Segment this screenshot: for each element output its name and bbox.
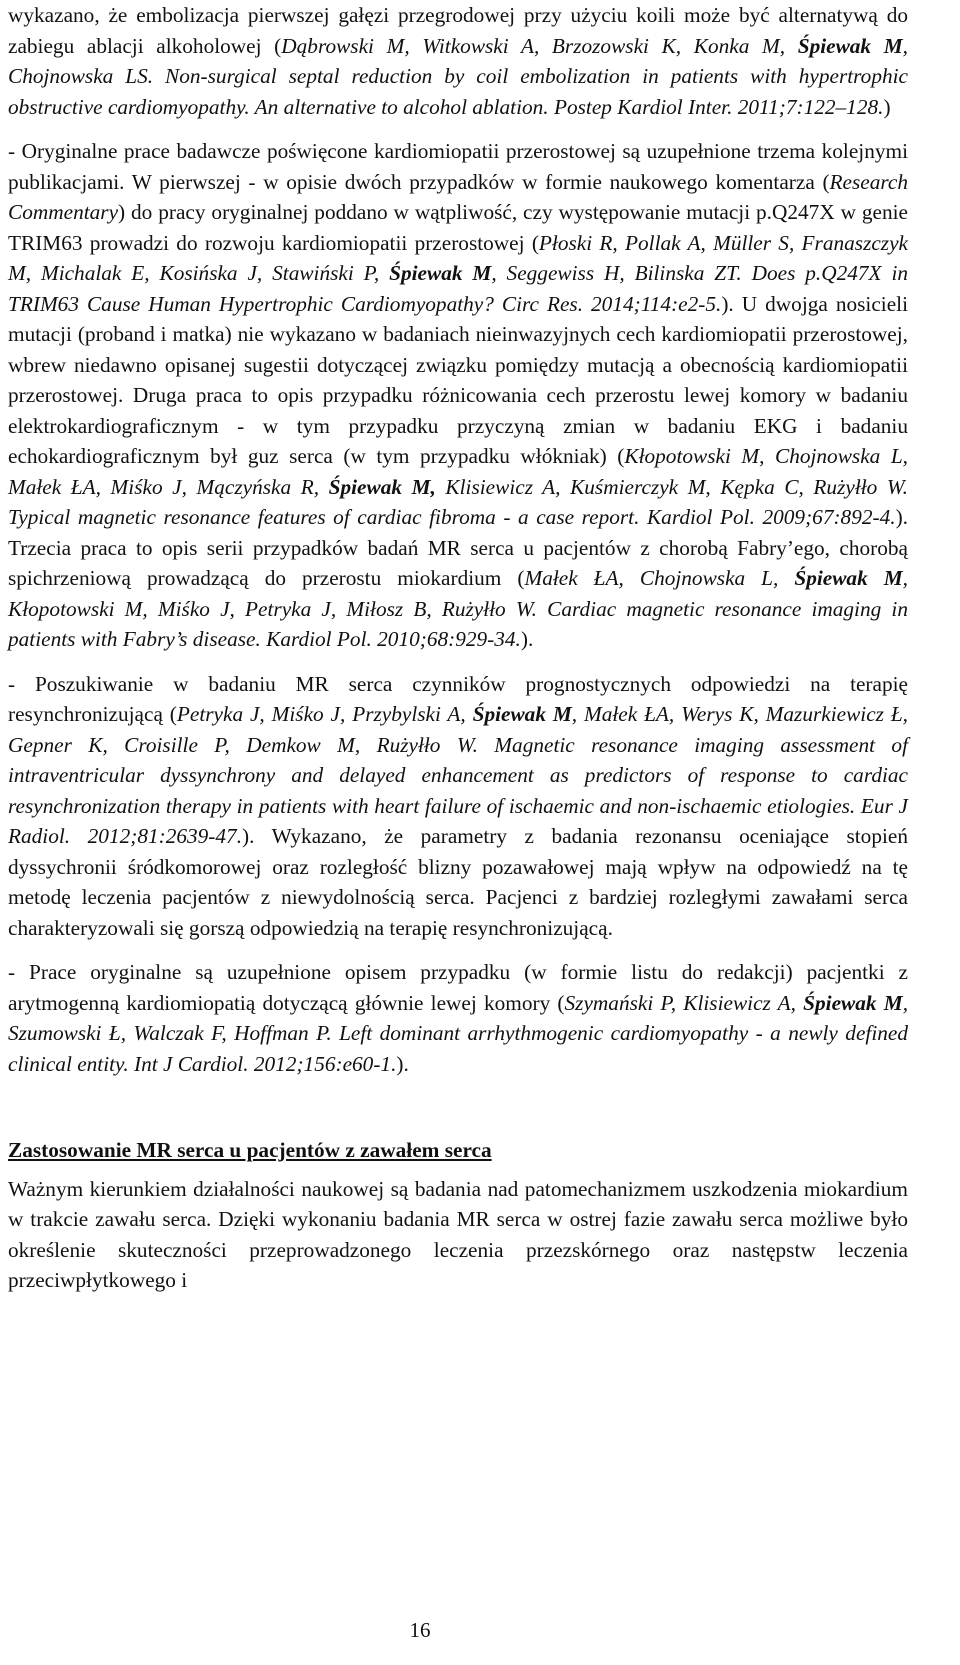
page-number: 16 [409, 1618, 431, 1642]
body-text: ). [520, 627, 534, 651]
citation-text: , Seggewiss H, Bilinska ZT. Does p.Q247X in TRIM63 Cause Human Hypertrophic Cardiomyopathy? Circ Res. 2014;114:e2-5. [8, 261, 909, 316]
citation-text: , Szumowski Ł, Walczak F, Hoffman P. Left dominant arrhythmogenic cardiomyopathy - a newly defined clinical entity. Int J Cardiol. 2012;156:e60-1. [8, 990, 909, 1076]
paragraph-dabrowski-citation [8, 0, 908, 122]
citation-text: Kłopotowski M, Chojnowska L, Małek ŁA, Miśko J, Mączyńska R, [8, 444, 908, 499]
paragraph-hypertrophic-cardiomyopathy [8, 136, 908, 655]
citation-text: Małek ŁA, Chojnowska L, [524, 566, 795, 590]
citation-text: Klisiewicz A, Kuśmierczyk M, Kępka C, Rużyłło W. Typical magnetic resonance features of cardiac fibroma - a case report. Kardiol Pol. 2009;67:892-4. [8, 474, 908, 529]
author-highlight: Śpiewak M [803, 990, 903, 1015]
body-text: - Prace oryginalne są uzupełnione opisem przypadku (w formie listu do redakcji) pacjentki z arytmogenną kardiomiopatią dotyczącą głównie lewej komory ( [8, 960, 908, 1015]
body-text: ). [396, 1051, 409, 1076]
author-highlight: Śpiewak M [794, 566, 903, 590]
citation-text: Research Commentary [8, 169, 908, 224]
body-text: ) do pracy oryginalnej poddano w wątpliwość, czy występowanie mutacji p.Q247X w genie TRIM63 prowadzi do rozwoju kardiomiopatii przerostowej ( [8, 200, 908, 255]
body-text: ). U dwojga nosicieli mutacji (proband i matka) nie wykazano w badaniach nieinwazyjnych cech kardiomiopatii przerostowej, wbrew niedawno opisanej sugestii dotyczącej związku pomiędzy mutacją a obecnością kardiomiopatii przerostowej. Druga praca to opis przypadku różnicowania cech przerostu lewej komory w badaniu elektrokardiograficznym - w tym przypadku przyczyną zmian w badaniu EKG i badaniu echokardiograficznym był guz serca (w tym przypadku włókniak) ( [8, 291, 908, 468]
section-heading: Zastosowanie MR serca u pacjentów z zawałem serca [8, 1138, 492, 1162]
paragraph-resynchronization [8, 669, 908, 944]
body-text: - Poszukiwanie w badaniu MR serca czynników prognostycznych odpowiedzi na terapię resynchronizującą ( [8, 671, 908, 726]
body-text: - Oryginalne prace badawcze poświęcone kardiomiopatii przerostowej są uzupełnione trzema kolejnymi publikacjami. W pierwszej - w opisie dwóch przypadków w formie naukowego komentarza ( [8, 139, 908, 194]
paragraph-arrhythmogenic-case [8, 957, 908, 1079]
author-highlight: Śpiewak M [389, 261, 492, 285]
citation-text: Petryka J, Miśko J, Przybylski A, [176, 702, 473, 726]
body-text: ). Trzecia praca to opis serii przypadków badań MR serca u pacjentów z chorobą Fabry’ego, chorobą spichrzeniową prowadzącą do przerostu miokardium ( [8, 505, 908, 590]
citation-text: , Małek ŁA, Werys K, Mazurkiewicz Ł, Gepner K, Croisille P, Demkow M, Rużyłło W. Magnetic resonance imaging assessment of intraventricular dyssynchrony and delayed enhancement as predictors of response to cardiac resynchronization therapy in patients with heart failure of ischaemic and non-ischaemic etiologies. Eur J Radiol. 2012;81:2639-47. [8, 702, 909, 848]
section-body-paragraph: Ważnym kierunkiem działalności naukowej są badania nad patomechanizmem uszkodzenia miokardium w trakcie zawału serca. Dzięki wykonaniu badania MR serca w ostrej fazie zawału serca możliwe było określenie skuteczności przeprowadzonego leczenia przezskórnego oraz następstw leczenia przeciwpłytkowego i [8, 1176, 908, 1292]
author-highlight: Śpiewak M [797, 33, 903, 58]
citation-text: Dąbrowski M, Witkowski A, Brzozowski K, Konka M, [281, 33, 798, 58]
body-text: ). Wykazano, że parametry z badania rezonansu oceniające stopień dyssychronii śródkomorowej oraz rozległość blizny pozawałowej mają wpływ na odpowiedź na tę metodę leczenia pacjentów z niewydolnością serca. Pacjenci z bardziej rozległymi zawałami serca charakteryzowali się gorszą odpowiedzią na terapię resynchronizującą. [8, 824, 908, 940]
citation-text: Płoski R, Pollak A, Müller S, Franaszczyk M, Michalak E, Kosińska J, Stawiński P, [8, 230, 909, 285]
body-text: wykazano, że embolizacja pierwszej gałęzi przegrodowej przy użyciu koili może być alternatywą do zabiegu ablacji alkoholowej ( [8, 3, 908, 58]
author-highlight: Śpiewak M, [328, 474, 436, 499]
author-highlight: Śpiewak M [472, 702, 572, 726]
body-text: ) [883, 94, 891, 119]
citation-text: , Chojnowska LS. Non-surgical septal reduction by coil embolization in patients with hypertrophic obstructive cardiomyopathy. An alternative to alcohol ablation. Postep Kardiol Inter. 2011;7:122–128. [8, 33, 908, 119]
citation-text: , Kłopotowski M, Miśko J, Petryka J, Miłosz B, Rużyłło W. Cardiac magnetic resonance imaging in patients with Fabry’s disease. Kardiol Pol. 2010;68:929-34. [8, 566, 908, 651]
document-page [8, 0, 908, 1296]
citation-text: Szymański P, Klisiewicz A, [564, 990, 804, 1015]
